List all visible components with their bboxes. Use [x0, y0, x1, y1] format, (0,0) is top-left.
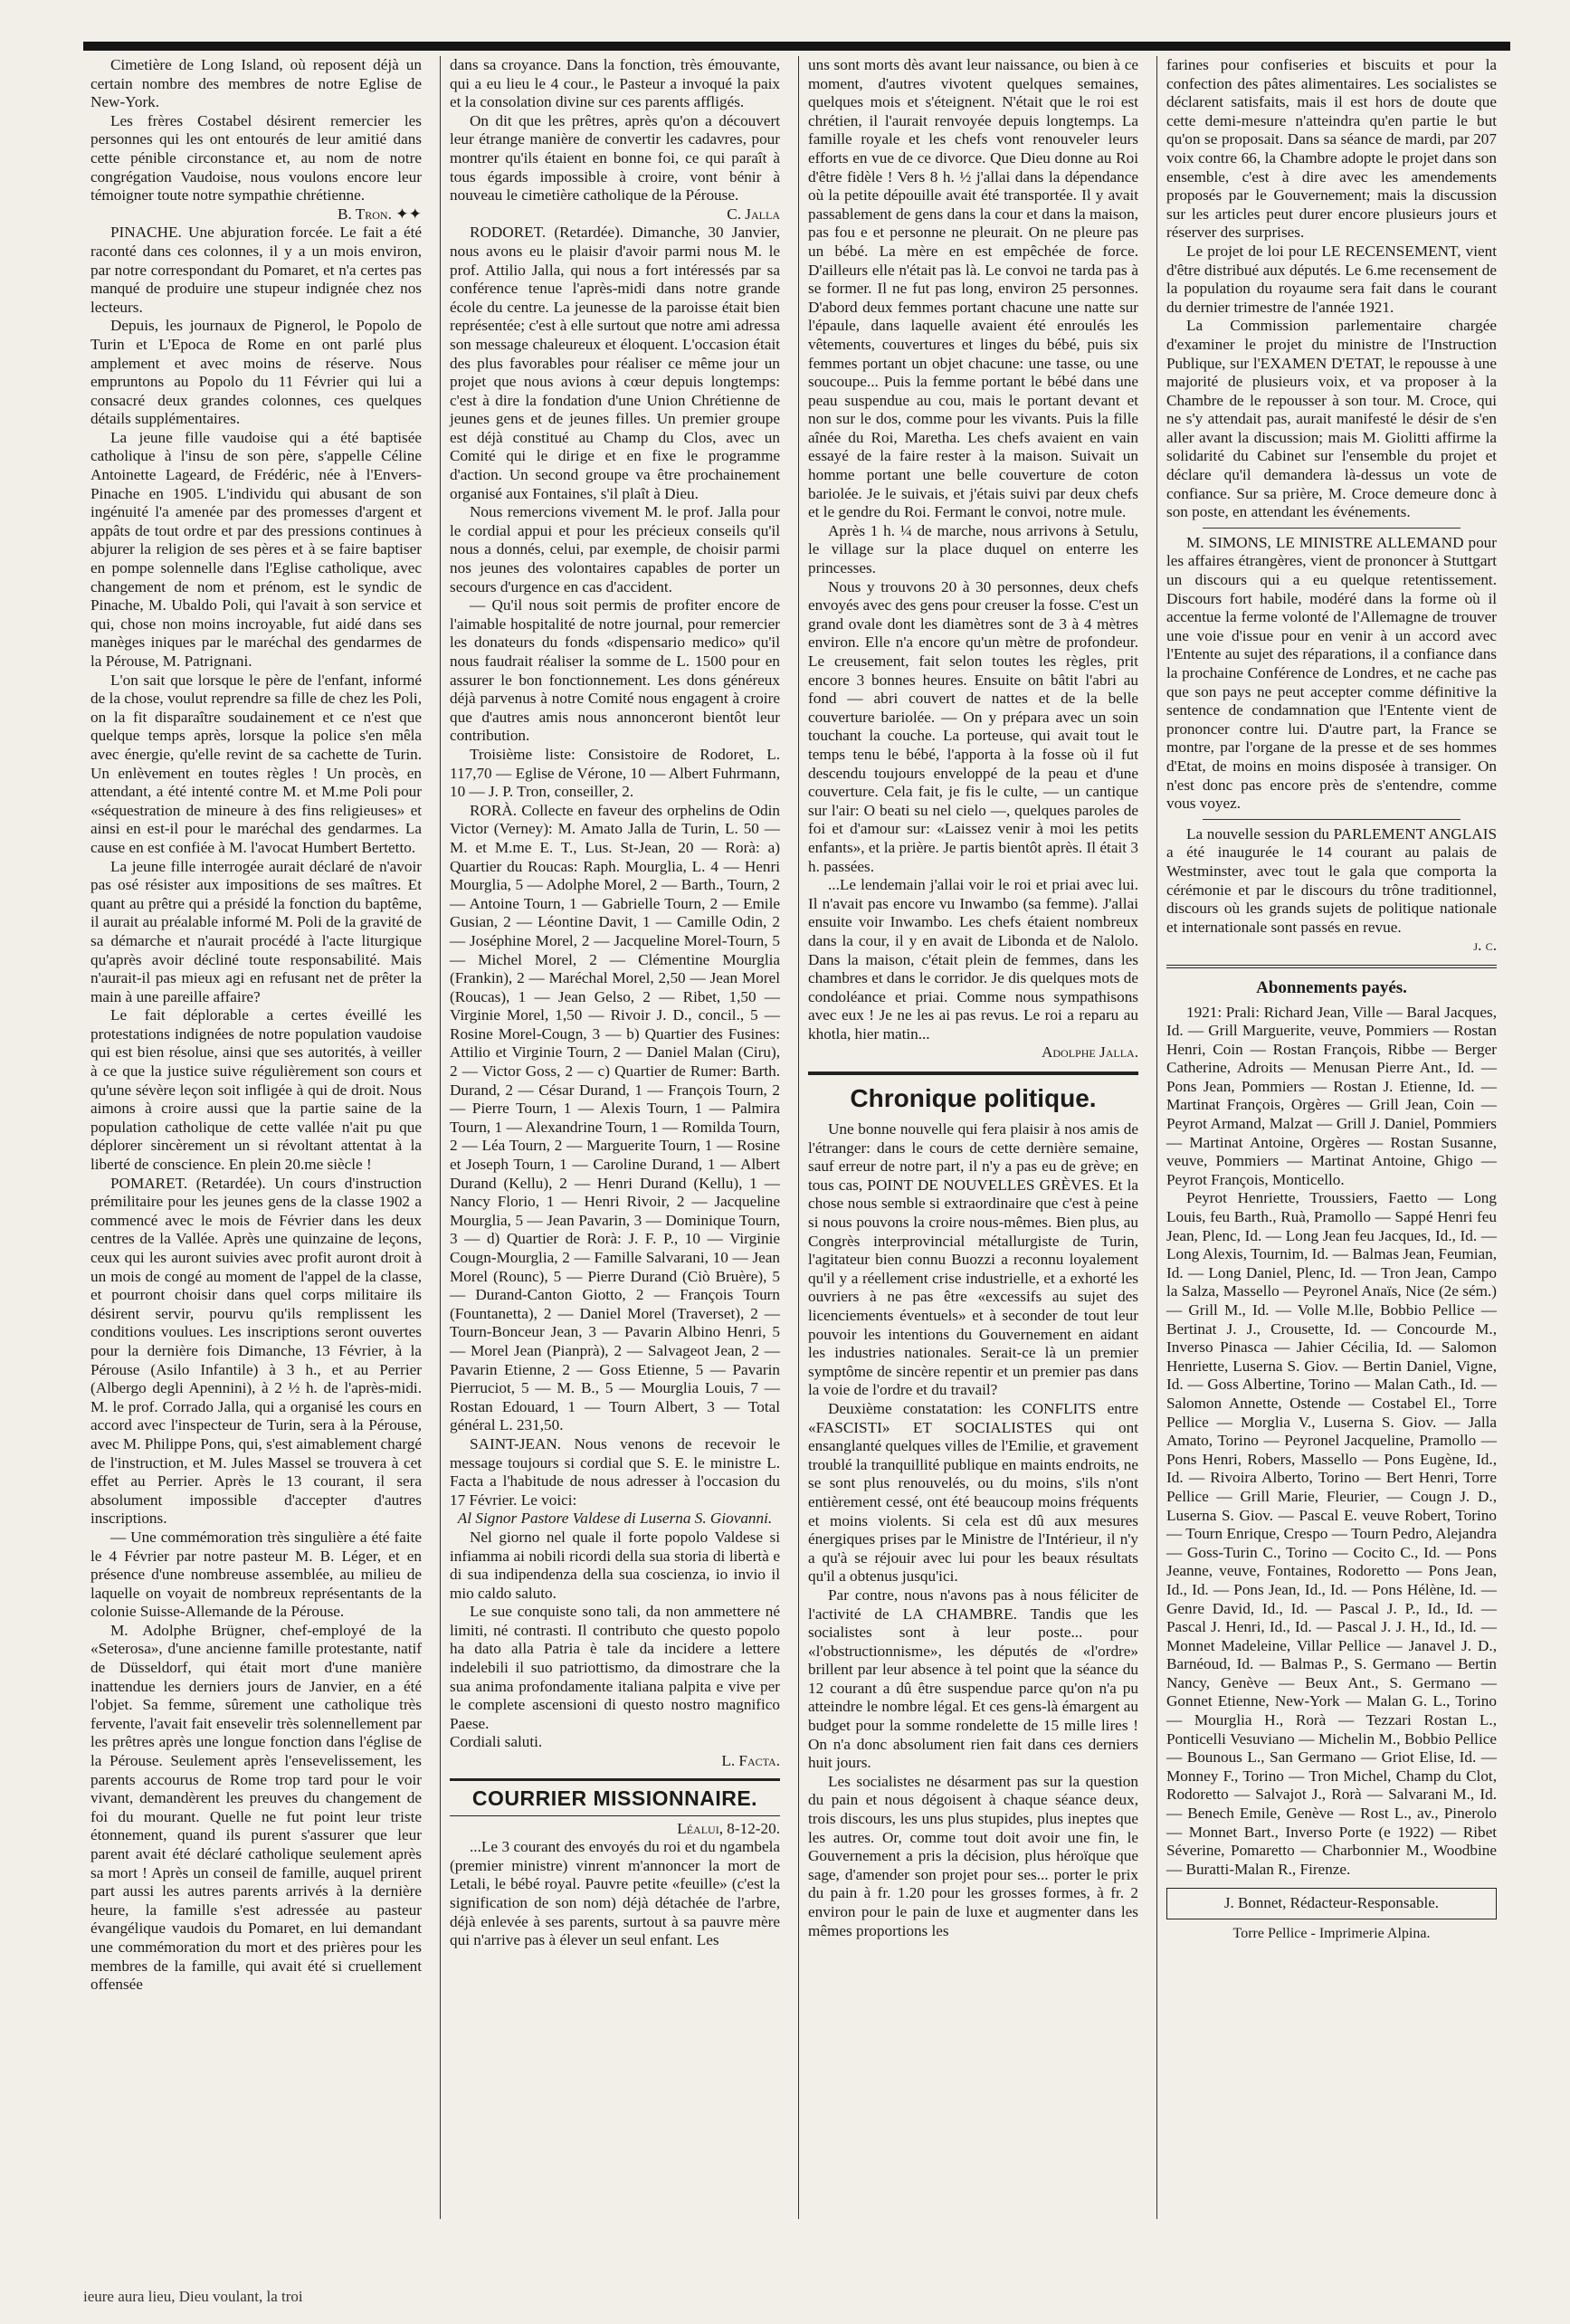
paragraph: La nouvelle session du PARLEMENT ANGLAIS a été inaugurée le 14 courant au palais de Westminster, avec tout le gala que comporta la cérémonie et par le discours du trône traditionnel, discours où les grands sujets de politique nationale et internationale sont passés en revue.: [1166, 824, 1497, 936]
subsection-heading: Abonnements payés.: [1256, 977, 1407, 997]
paragraph: ...Le 3 courant des envoyés du roi et du ngambela (premier ministre) vinrent m'annoncer la mort de Letali, le bébé royal. Pauvre petite «feuille» (c'est la signification de son nom) déjà détachée de l'arbre, déjà enlevée à ses parents, surtout à sa pauvre mère qui n'arrive pas à élever un seul enfant. Les: [450, 1838, 780, 1949]
paragraph: M. SIMONS, LE MINISTRE ALLEMAND pour les affaires étrangères, vient de prononcer à Stuttgart un discours qui a eu quelque retentissement. Discours fort habile, modéré dans la forme où il accentue la ferme volonté de l'Allemagne de trouver une voie d'issue pour en venir à un accord avec l'Entente au sujet des réparations, il a confiance dans la prochaine Conférence de Londres, et ne cache pas que son pays ne peut accepter comme définitive la sentence de condamnation que l'Entente vient de prononcer contre lui. D'autre part, la France se montre, par l'organe de la presse et de ses hommes d'Etat, de moins en moins disposée à transiger. On n'est donc pas encore près de s'entendre, comme vous voyez.: [1166, 533, 1497, 813]
paragraph: Une bonne nouvelle qui fera plaisir à nos amis de l'étranger: dans le cours de cette dernière semaine, sauf erreur de notre part, il n'y a pas eu de grève; en tous cas, POINT DE NOUVELLES GRÈVES. Et la chose nous semble si extraordinaire que c'est à peine si nous pouvons la croire nous-mêmes. Bien plus, au Congrès interprovincial métallurgiste de Turin, l'agitateur bien connu Buozzi a reconnu loyalement qu'il y a réellement crise industrielle, et a exhorté les ouvriers à ne pas être «excessifs au sujet des licenciements éventuels» et à seconder de tout leur pouvoir les intentions du Gouvernement en aidant les industries nationales. Serait-ce là un premier symptôme de sincère repentir et un premier pas dans la voie de l'ordre et du travail?: [808, 1120, 1138, 1399]
paragraph: farines pour confiseries et biscuits et pour la confection des pâtes alimentaires. Les socialistes se déclarent satisfaits, mais il est hors de doute que cette demi-mesure n'atteindra qu'en partie le but qu'on se proposait. Dans sa séance de mardi, par 207 voix contre 66, la Chambre adopte le projet dans son ensemble, c'est à dire avec les amendements proposés par le Gouvernement; mais la discussion sur les articles peut durer encore plusieurs jours et réserver des surprises.: [1166, 56, 1497, 242]
paragraph: POMARET. (Retardée). Un cours d'instruction prémilitaire pour les jeunes gens de la classe 1902 a commencé avec le mois de Février dans les deux centres de la Vallée. Après une quinzaine de leçons, ceux qui les auront suivies avec profit auront droit à un mois de congé au moment de l'appel de la classe, et pourront choisir dans quel corps militaire ils désirent servir, pourvu qu'ils remplissent les conditions voulues. Les inscriptions seront ouvertes pour la dernière fois Dimanche, 13 Février, à la Pérouse (Asilo Infantile) à 3 h., et au Perrier (Albergo degli Apennini), à 2 ½ h. de l'après-midi. M. le prof. Corrado Jalla, qui a organisé les cours en accord avec l'inspecteur de Turin, sera à la Pérouse, avec M. Philippe Pons, qui, s'est aimablement chargé de l'instruction, et M. Jules Massel se trouvera à cet effet au Perrier. Après le 13 courant, il sera absolument impossible d'accepter d'autres inscriptions.: [90, 1174, 422, 1528]
paragraph: Peyrot Henriette, Troussiers, Faetto — Long Louis, feu Barth., Ruà, Pramollo — Sappé Henri feu Jean, Plenc, Id. — Long Jean feu Jacques, Id., Id. — Long Alexis, Tournim, Id. — Balmas Jean, Feumian, Id. — Long Daniel, Plenc, Id. — Tron Jean, Campo la Salza, Massello — Peyronel Anaïs, Nice (2e sém.) — Grill M., Id. — Volle M.lle, Bobbio Pellice — Bertinat J. J., Crousette, Id. — Concourde M., Inverso Pinasca — Jahier Cécilia, Id. — Salomon Henriette, Luserna S. Giov. — Bertin Daniel, Vigne, Id. — Goss Albertine, Torino — Malan Cath., Id. — Salomon Annette, Ostende — Costabel El., Torre Pellice — Morglia V., Luserna S. Giov. — Jalla Amato, Torino — Peyronel Jacqueline, Pramollo — Pons Henri, Robers, Massello — Pons Eugène, Id., Id. — Rivoira Alberto, Torino — Bert Henri, Torre Pellice — Grill Marie, Fleurier, — Cougn J. D., Luserna S. Giov. — Pascal E. veuve Robert, Torino — Tourn Enrique, Crespo — Tourn Pedro, Alejandra — Goss-Turin C., Torino — Cocito C., Id. — Pons Jeanne, veuve, Fontaines, Rodoretto — Pons Jean, Id., Id. — Pons Jean, Id., Id. — Pons Hélène, Id. — Genre David, Id., Id. — Pascal J. P., Id., Id. — Pascal J. Henri, Id., Id. — Pascal J. J. H., Id., Id. — Monnet Madeleine, Villar Pellice — Janavel J. D., Barnéoud, Id. — Balmas P., S. Germano — Bertin Nancy, Genève — Beux Ant., S. Germano — Gonnet Etienne, New-York — Malan G. L., Torino — Mourglia H., Rorà — Tezzari Rostan L., Ponticelli Vesuviano — Michelin M., Bobbio Pellice — Bounous L., San Germano — Griot Elise, Id. — Monney F., Torino — Tron Michel, Champ du Clot, Rodoretto — Salvajot J., Rorà — Salvarani M., Id. — Benech Emile, Genève — Rost L., av., Pinerolo — Monnet Bart., Inverso Porte (e 1922) — Ribet Séverine, Pomaretto — Charbonnier M., Woodbine — Buratti-Malan R., Firenze.: [1166, 1189, 1497, 1878]
signature: Adolphe Jalla.: [1041, 1043, 1138, 1062]
paragraph: La Commission parlementaire chargée d'examiner le projet du ministre de l'Instruction Publique, sur l'EXAMEN D'ETAT, le repousse à une majorité de plusieurs voix, et va proposer à la Chambre de le repousser à son tour. M. Croce, qui ne s'y attendait pas, aurait manifesté le désir de s'en aller avant la discussion; mais M. Giolitti affirme la solidarité du Cabinet sur l'ensemble du projet et déclare qu'il demandera là-dessus un vote de confiance. Sur sa prière, M. Croce demeure donc à son poste, en attendant les événements.: [1166, 317, 1497, 521]
paragraph: Nous y trouvons 20 à 30 personnes, deux chefs envoyés avec des gens pour creuser la fosse. C'est un grand ovale dont les diamètres sont de 3 à 4 mètres environ. Elle n'a encore qu'un mètre de profondeur. Le creusement, fait selon toutes les règles, prit encore 3 bonnes heures. Ensuite on bâtit l'abri au fond — abri couvert de nattes et de la belle couverture bariolée. — On y prépara avec un soin touchant la couche. La porteuse, qui avait tout le temps tenu le bébé, l'apporta à la fosse où il fut descendu toujours enveloppé de la peau et d'une couverture. Cela fait, je fis le culte, — un cantique sur l'air: O beati su nel cielo —, quelques paroles de foi et d'amour sur: «Laissez venir à moi les petits enfants», et la prière. Je partis bientôt après. Il était 3 h. passées.: [808, 577, 1138, 875]
paragraph: ...Le lendemain j'allai voir le roi et priai avec lui. Il n'avait pas encore vu Inwambo (sa femme). J'allai ensuite voir Inwambo. Les chefs étaient nombreux dans la cour, il y en avait de Libonda et de Nalolo. Dans la maison, c'était plein de femmes, dans les chambres et dans le corridor. Je dis quelques mots de condoléance et priai. Comme nous sympathisons avec eux ! Je ne les ai pas revus. Le roi a reparu au khotla, hier matin...: [808, 876, 1138, 1043]
paragraph: dans sa croyance. Dans la fonction, très émouvante, qui a eu lieu le 4 cour., le Pasteur a invoqué la paix et la consolation divine sur ces parents affligés.: [450, 56, 780, 111]
paragraph: Nel giorno nel quale il forte popolo Valdese si infiamma ai nobili ricordi della sua storia di libertà e di sua indipendenza della sua coscienza, io invio il mio caldo saluto.: [450, 1528, 780, 1602]
paragraph: L'on sait que lorsque le père de l'enfant, informé de la chose, voulut reprendre sa fille de chez les Poli, on la fit disparaître soudainement et ce n'est que quelque temps après, lorsque la police s'en mêla avec énergie, qu'elle revint de sa cachette de Turin. Un enlèvement en toutes règles ! Un procès, en attendant, a été intenté contre M. et M.me Poli pour «séquestration de mineure à des fins religieuses» et ainsi en est-il pour le maréchal des gendarmes. La cause en est confiée à M. l'avocat Humbert Bertetto.: [90, 671, 422, 856]
column-4: [1156, 56, 1506, 2219]
paragraph: Depuis, les journaux de Pignerol, le Popolo de Turin et L'Epoca de Rome en ont parlé plus amplement et avec moins de réserve. Nous empruntons au Popolo du 11 Février qui lui a consacré deux grandes colonnes, ces quelques détails supplémentaires.: [90, 317, 422, 428]
printer-credit: Torre Pellice - Imprimerie Alpina.: [1232, 1926, 1431, 1941]
paragraph: M. Adolphe Brügner, chef-employé de la «Seterosa», d'une ancienne famille protestante, natif de Düsseldorf, qui était mort d'une manière inattendue les derniers jours de Janvier, en a été l'objet. Sa femme, sûrement une catholique très fervente, l'avait fait ensevelir très solennellement par les prêtres après une longue fonction dans l'église de la Pérouse. Seulement après l'ensevelissement, les parents accourus de Rome trop tard pour le voir vivant, demandèrent les preuves du changement de foi du mourant. Quelle ne fut point leur triste étonnement, quand ils purent s'assurer que leur parent avait été déclaré catholique seulement après sa mort ! Après un conseil de famille, auquel prirent part aussi les autres parents arrivés à la dernière heure, la famille s'est adressée au pasteur évangélique vaudois du Pomaret, en lui demandant une commémoration du mort et des prières pour les membres de la famille, qui avait été si cruellement offensée: [90, 1621, 422, 1994]
paragraph: RODORET. (Retardée). Dimanche, 30 Janvier, nous avons eu le plaisir d'avoir parmi nous M. le prof. Attilio Jalla, qui nous a fort intéressés par sa conférence tenue l'après-midi dans notre grande école du centre. La jeunesse de la paroisse était bien représentée; c'est à elle surtout que notre ami adressa son message chaleureux et éloquent. L'occasion était des plus favorables pour réaliser ce même jour un projet que nous avions à cœur depuis longtemps: c'est à dire la fondation d'une Union Chrétienne de jeunes gens et de jeunes filles. Un premier groupe est déjà constitué au Champ du Clos, avec un Comité qui le dirige et en fixe le programme d'action. Un second groupe va être prochainement organisé aux Fontaines, s'il plaît à Dieu.: [450, 224, 780, 502]
paragraph: PINACHE. Une abjuration forcée. Le fait a été raconté dans ces colonnes, il y a un mois environ, par notre correspondant du Pomaret, et n'a certes pas manqué de produire une stupeur indignée chez nos lecteurs.: [90, 224, 422, 316]
paragraph: Troisième liste: Consistoire de Rodoret, L. 117,70 — Eglise de Vérone, 10 — Albert Fuhrmann, 10 — J. P. Tron, conseiller, 2.: [450, 745, 780, 801]
paragraph: Deuxième constatation: les CONFLITS entre «FASCISTI» ET SOCIALISTES qui ont ensanglanté quelques villes de l'Emilie, et gravement troublé la tranquillité publique en maints endroits, ne se sont plus renouvelés, ou du moins, s'ils n'ont entièrement cessé, ont été beaucoup moins fréquents et moins violents. Si cela est dû aux mesures énergiques prises par le Ministre de l'Intérieur, il n'y a qu'à se réjouir avec lui pour les beaux résultats qu'il a obtenus jusqu'ici.: [808, 1399, 1138, 1586]
section-heading: Chronique politique.: [808, 1072, 1138, 1113]
paragraph: SAINT-JEAN. Nous venons de recevoir le message toujours si cordial que S. E. le ministre L. Facta a l'habitude de nous adresser à l'occasion du 17 Février. Le voici:: [450, 1434, 780, 1509]
signature: C. Jalla: [727, 205, 780, 223]
paragraph: 1921: Prali: Richard Jean, Ville — Baral Jacques, Id. — Grill Marguerite, veuve, Pommiers — Rostan Henri, Coin — Rostan François, Ribbe — Berger Catherine, Adroits — Menusan Pierre Ant., Id. — Pons Jean, Pommiers — Rostan J. Etienne, Id. — Martinat François, Orgères — Grill Jean, Coin — Peyrot Armand, Malzat — Grill J. Daniel, Pommiers — Martinat Antoine, Orgères — Rostan Susanne, veuve, Pommiers — Martinat Antoine, Ghigo — Peyrot François, Monticello.: [1166, 1003, 1497, 1188]
paragraph: Le projet de loi pour LE RECENSEMENT, vient d'être distribué aux députés. Le 6.me recensement de la population du royaume sera fait dans le courant du dernier trimestre de l'année 1921.: [1166, 242, 1497, 316]
section-divider: [1203, 819, 1461, 820]
masthead-rule: [83, 42, 1510, 51]
signature: j. c.: [1473, 937, 1497, 955]
signature: B. Tron. ✦✦: [338, 205, 422, 223]
paragraph: Le sue conquiste sono tali, da non ammettere né limiti, né contrasti. Il contributo che questo popolo ha dato alla Patria è tale da incidere a lettere indelebili il suo patriottismo, da dimostrare che la sua anima profondamente italiana palpita e vive per le complete ascensioni di questo nostro magnifico Paese.: [450, 1603, 780, 1732]
paragraph: Après 1 h. ¼ de marche, nous arrivons à Setulu, le village sur la place duquel on enterre les princesses.: [808, 521, 1138, 577]
column-3: [798, 56, 1147, 2219]
paragraph: La jeune fille interrogée aurait déclaré de n'avoir pas osé résister aux impositions de ses maîtres. Et quant au prêtre qui a présidé la fonction du baptême, il aurait au préalable informé M. Poli de la gravité de sa démarche et n'aurait procédé à l'acte liturgique qu'après avoir décliné toute responsabilité. Mais n'aurait-il pas mieux agi en refusant net de prêter la main à une pareille affaire?: [90, 857, 422, 1005]
signature: Léalui, 8-12-20.: [677, 1819, 780, 1837]
paragraph: Par contre, nous n'avons pas à nous féliciter de l'activité de LA CHAMBRE. Tandis que les socialistes sont à leur poste... pour «l'obstructionnisme», les députés de «l'ordre» brillent par leur absence à tel point que la séance du 12 courant a dû être suspendue parce qu'on n'a pu atteindre le nombre légal. Et ces gens-là émargent au budget pour la somme rondelette de 15 mille lires ! On n'a donc absolument rien fait dans ces derniers huit jours.: [808, 1586, 1138, 1772]
signature: L. Facta.: [721, 1752, 780, 1770]
paragraph: Nous remercions vivement M. le prof. Jalla pour le cordial appui et pour les précieux conseils qu'il nous a donnés, celui, par exemple, de choisir parmi nos jeunes des volontaires capables de porter un secours d'urgence en cas d'accident.: [450, 503, 780, 595]
cut-off-line: ieure aura lieu, Dieu voulant, la troi: [83, 2288, 303, 2305]
section-heading: COURRIER MISSIONNAIRE.: [450, 1778, 780, 1816]
paragraph: Al Signor Pastore Valdese di Luserna S. Giovanni.: [457, 1510, 773, 1528]
paragraph: — Qu'il nous soit permis de profiter encore de l'aimable hospitalité de notre journal, pour remercier les donateurs du fonds «dispensario medico» qu'il nous faudrait réaliser la somme de L. 1500 pour en assurer le bon fonctionnement. Les dons généreux déjà parvenus à notre Comité nous engagent à croire que d'autres amis nous annonceront bientôt leur contribution.: [450, 596, 780, 745]
section-divider-thick: [1166, 965, 1497, 968]
paragraph: Les socialistes ne désarment pas sur la question du pain et nous dégoisent à chaque séance deux, trois discours, les uns plus stupides, plus ineptes que les autres. Or, comme tout doit avoir une fin, le Gouvernement a pris la décision, plus héroïque que sage, d'amender son projet pour ses... porter le prix du pain à fr. 1.20 pour les grosses formes, à fr. 2 environ pour le pain de luxe et augmenter dans les mêmes proportions les: [808, 1772, 1138, 1939]
paragraph: RORÀ. Collecte en faveur des orphelins de Odin Victor (Verney): M. Amato Jalla de Turin, L. 50 — M. et M.me E. T., Lus. St-Jean, 20 — Rorà: a) Quartier du Roucas: Raph. Mourglia, L. 4 — Henri Mourglia, 5 — Adolphe Morel, 2 — Barth., Tourn, 2 — Antoine Tourn, 1 — Gabrielle Tourn, 2 — Emile Gusian, 2 — Léontine Davit, 1 — Camille Odin, 2 — Joséphine Morel, 2 — Jacqueline Morel-Tourn, 5 — Michel Morel, 2 — Clémentine Mourglia (Frankin), 2 — Maréchal Morel, 2,50 — Jean Morel (Roucas), 1 — Jean Gelso, 2 — Ribet, 1,50 — Virginie Morel, 1,50 — Rivoir J. D., concil., 5 — Rosine Morel-Cougn, 3 — b) Quartier des Fusines: Attilio et Virginie Tourn, 2 — Daniel Malan (Ciru), 2 — Victor Goss, 2 — c) Quartier de Rumer: Barth. Durand, 2 — César Durand, 1 — François Tourn, 2 — Pierre Tourn, 1 — Alexis Tourn, 1 — Palmira Tourn, 1 — Alexandrine Tourn, 1 — Romilda Tourn, 2 — Léa Tourn, 2 — Marguerite Tourn, 1 — Rosine et Joseph Tourn, 1 — Caroline Durand, 1 — Albert Durand (Kellu), 2 — Henri Durand (Kellu), 1 — Nancy Florio, 1 — Henri Rivoir, 2 — Jacqueline Mourglia, 5 — Jean Pavarin, 3 — Dominique Tourn, 3 — d) Quartier de Rorà: J. F. P., 10 — Virginie Cougn-Mourglia, 2 — Famille Salvarani, 10 — Jean Morel (Rounc), 5 — Pierre Durand (Ciò Bruère), 5 — Durand-Canton Giotto, 2 — François Tourn (Fountanetta), 2 — Daniel Morel (Traverset), 2 — Tourn-Bonceur Jean, 3 — Pavarin Albino Henri, 5 — Morel Jean (Pianprà), 2 — Salvageot Jean, 2 — Pavarin Etienne, 2 — Goss Etienne, 5 — Pavarin Pierruciot, 5 — M. B., 5 — Mourglia Louis, 7 — Rostan Edouard, 1 — Tourn Albert, 3 — Total général L. 231,50.: [450, 801, 780, 1434]
paragraph: Le fait déplorable a certes éveillé les protestations indignées de notre population vaudoise qui est bien résolue, ainsi que ses autorités, à veiller à ce que la justice suive régulièrement son cours et qu'une sévère leçon soit infligée à qui de droit. Nous aimons à croire aussi que la partie saine de la population catholique de cette vallée n'ait pu que déplorer sincèrement un si révoltant attentat à la liberté de conscience. En plein 20.me siècle !: [90, 1006, 422, 1174]
column-1: [81, 56, 431, 2219]
paragraph: uns sont morts dès avant leur naissance, ou bien à ce moment, d'autres vivotent quelques semaines, quelques mois et s'éteignent. N'était que le roi est chrétien, il l'aurait renvoyée depuis longtemps. La famille royale et les chefs vont renouveler leurs efforts en vue de ce divorce. Que Dieu donne au Roi d'être fidèle ! Vers 8 h. ½ j'allai dans la dépendance où la petite dépouille avait été transportée. Il y avait passablement de gens dans la cour et dans la maison, pas fou e et personne ne pleurait. On ne pleure pas un bébé. La mère en est empêchée de force. D'ailleurs elle n'était pas là. Le convoi ne tarda pas à se former. Il ne fut pas long, environ 25 personnes. D'abord deux femmes portant chacune une natte sur l'épaule, dans laquelle avaient été enroulés les vêtements, couvertures et linges du bébé, puis six femmes portant un objet chacune: une tasse, ou une soucoupe... Puis la femme portant le bébé dans une peau suspendue au cou, mais le portant devant et non sur le dos, comme pour les vivants. Puis la fille aînée du Roi, Maretha. Les chefs avaient en vain essayé de la faire rester à la maison. Suivait un homme portant une belle couverture de coton bariolée. Je le suivais, et j'étais suivi par deux chefs et le gendre du Roi. Fermant le convoi, notre mule.: [808, 56, 1138, 521]
page-columns: [81, 56, 1511, 2219]
paragraph: — Une commémoration très singulière a été faite le 4 Février par notre pasteur M. B. Léger, et en présence d'une nombreuse assemblée, au milieu de laquelle on voyait de nombreux représentants de la colonie Suisse-Allemande de la Pérouse.: [90, 1528, 422, 1621]
paragraph: Les frères Costabel désirent remercier les personnes qui les ont entourés de leur amitié dans cette pénible circonstance et, au nom de notre congrégation Vaudoise, nous voulons encore leur témoigner toute notre sympathie chrétienne.: [90, 111, 422, 205]
paragraph: Cordiali saluti.: [450, 1733, 543, 1751]
paragraph: On dit que les prêtres, après qu'on a découvert leur étrange manière de convertir les cadavres, pour montrer qu'ils étaient en bonne foi, ce qui paraît à tous égards impossible à croire, vont bénir à nouveau le cimetière catholique de la Pérouse.: [450, 111, 780, 205]
paragraph: La jeune fille vaudoise qui a été baptisée catholique à l'insu de son père, s'appelle Céline Antoinette Lageard, de Frédéric, née à l'Envers-Pinache en 1905. L'individu qui abusant de son ingénuité l'a amenée par des promesses d'argent et appâts de tout ordre et par des pressions continues à abjurer la religion de ses pères et à se faire baptiser en pompe solennelle dans l'Eglise catholique, avec changement de nom et prénom, est le syndic de Pinache, M. Ubaldo Poli, qui l'avait à son service et qui, chose non moins incroyable, fut aidé dans ses manèges iniques par le maréchal des gendarmes de la Pérouse, M. Patrignani.: [90, 428, 422, 670]
editor-credit: J. Bonnet, Rédacteur-Responsable.: [1166, 1888, 1497, 1919]
paragraph: Cimetière de Long Island, où reposent déjà un certain nombre des membres de notre Eglise de New-York.: [90, 56, 422, 111]
column-2: [440, 56, 789, 2219]
section-divider: [1203, 528, 1461, 529]
